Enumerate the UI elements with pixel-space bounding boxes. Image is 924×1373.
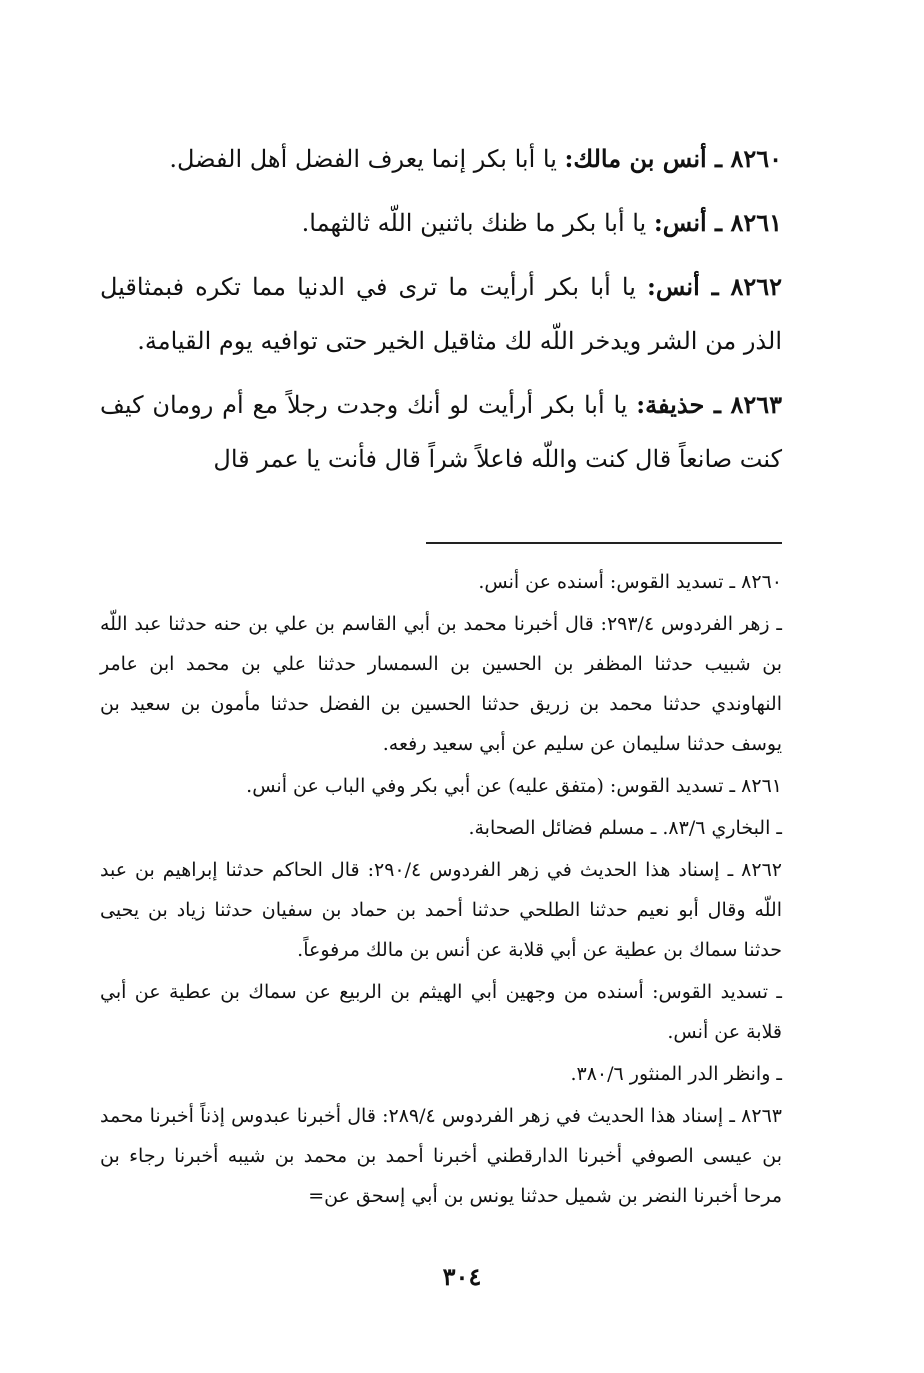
page-number: ٣٠٤: [442, 1262, 482, 1291]
footnote: ـ تسديد القوس: أسنده من وجهين أبي الهيثم بن الربيع عن سماك بن عطية عن أبي قلابة عن أنس.: [100, 981, 782, 1043]
hadith-text: يا أبا بكر أرأيت لو أنك وجدت رجلاً مع أم رومان كيف كنت صانعاً قال كنت واللّه فاعلاً شراً قال فأنت يا عمر قال: [100, 391, 782, 473]
footnotes: [100, 562, 782, 1218]
hadith-entry: [100, 196, 782, 250]
footnote: ـ البخاري ٨٣/٦. ـ مسلم فضائل الصحابة.: [468, 817, 782, 839]
hadith-number: ٨٢٦١ ـ أنس:: [653, 208, 782, 237]
footnote-separator: [426, 542, 782, 544]
main-text: [100, 132, 782, 496]
footnote: ٨٢٦٢ ـ إسناد هذا الحديث في زهر الفردوس ٢٩٠/٤: قال الحاكم حدثنا إبراهيم بن عبد اللّه وقال أبو نعيم حدثنا الطلحي حدثنا أحمد بن حماد بن سفيان حدثنا زياد بن يحيى حدثنا سماك بن عطية عن أبي قلابة عن أنس بن مالك مرفوعاً.: [100, 859, 782, 961]
footnote: ٨٢٦١ ـ تسديد القوس: (متفق عليه) عن أبي بكر وفي الباب عن أنس.: [246, 775, 782, 797]
footnote: ٨٢٦٣ ـ إسناد هذا الحديث في زهر الفردوس ٢٨٩/٤: قال أخبرنا عبدوس إذناً أخبرنا محمد بن عيسى الصوفي أخبرنا الدارقطني أخبرنا أحمد بن محمد بن شيبه أخبرنا رجاء بن مرحا أخبرنا النضر بن شميل حدثنا يونس بن أبي إسحق عن=: [100, 1105, 782, 1207]
hadith-entry: [100, 260, 782, 368]
hadith-number: ٨٢٦٣ ـ حذيفة:: [636, 390, 782, 419]
hadith-entry: [100, 132, 782, 186]
footnote: ـ زهر الفردوس ٢٩٣/٤: قال أخبرنا محمد بن أبي القاسم بن علي بن حنه حدثنا عبد اللّه بن شبيب حدثنا المظفر بن الحسين بن السمسار حدثنا علي بن محمد ابن عامر النهاوندي حدثنا محمد بن زريق حدثنا الحسين بن الفضل حدثنا مأمون بن سعيد بن يوسف حدثنا سليمان عن سليم عن أبي سعيد رفعه.: [100, 613, 782, 755]
hadith-text: يا أبا بكر إنما يعرف الفضل أهل الفضل.: [169, 145, 557, 173]
footnote: ـ وانظر الدر المنثور ٣٨٠/٦.: [570, 1063, 782, 1085]
hadith-text: يا أبا بكر ما ظنك باثنين اللّه ثالثهما.: [301, 209, 647, 237]
hadith-entry: [100, 378, 782, 486]
footnote: ٨٢٦٠ ـ تسديد القوس: أسنده عن أنس.: [478, 571, 782, 593]
hadith-number: ٨٢٦٢ ـ أنس:: [646, 272, 782, 301]
hadith-text: يا أبا بكر أرأيت ما ترى في الدنيا مما تكره فبمثاقيل الذر من الشر ويدخر اللّه لك مثاقيل الخير حتى توافيه يوم القيامة.: [100, 273, 782, 355]
hadith-number: ٨٢٦٠ ـ أنس بن مالك:: [564, 144, 782, 173]
